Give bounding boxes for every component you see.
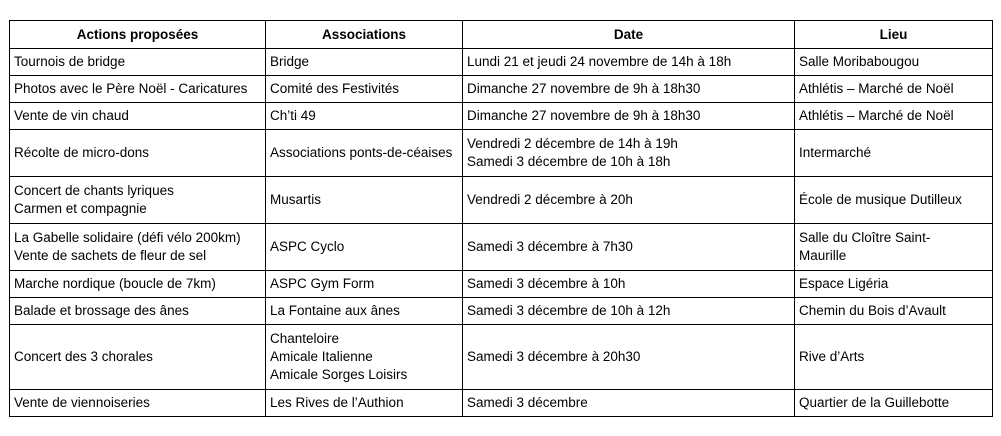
cell-association-text: Amicale Sorges Loisirs [270, 367, 408, 382]
table-row [10, 49, 993, 76]
cell-date-text: Dimanche 27 novembre de 9h à 18h30 [467, 81, 701, 96]
cell-association-text: Comité des Festivités [270, 81, 400, 96]
cell-lieu [795, 130, 993, 177]
cell-action-text: Récolte de micro-dons [14, 145, 150, 160]
cell-action [10, 271, 266, 298]
cell-action-text: Photos avec le Père Noël - Caricatures [14, 81, 248, 96]
cell-lieu-text: Athlétis – Marché de Noël [799, 108, 954, 123]
cell-association [266, 390, 463, 417]
cell-lieu-text: Chemin du Bois d’Avault [799, 303, 946, 318]
cell-date [463, 103, 795, 130]
cell-association-text: Musartis [270, 192, 322, 207]
cell-date [463, 49, 795, 76]
cell-association-text: ASPC Gym Form [270, 276, 375, 291]
cell-lieu [795, 271, 993, 298]
cell-action-text: Marche nordique (boucle de 7km) [14, 276, 216, 291]
cell-lieu [795, 390, 993, 417]
events-table [9, 20, 993, 417]
cell-action [10, 298, 266, 325]
cell-lieu [795, 177, 993, 224]
cell-lieu [795, 325, 993, 390]
cell-association [266, 49, 463, 76]
cell-lieu [795, 76, 993, 103]
cell-action-text: Tournois de bridge [14, 54, 126, 69]
cell-association [266, 271, 463, 298]
cell-lieu-text: Salle du Cloître Saint- [799, 230, 931, 245]
table-row [10, 390, 993, 417]
cell-association [266, 325, 463, 390]
cell-date-text: Samedi 3 décembre à 20h30 [467, 349, 641, 364]
cell-action [10, 130, 266, 177]
cell-date [463, 271, 795, 298]
cell-date-text: Samedi 3 décembre à 10h [467, 276, 626, 291]
cell-action-text: Vente de vin chaud [14, 108, 129, 123]
cell-lieu-text: École de musique Dutilleux [799, 192, 962, 207]
cell-action-text: La Gabelle solidaire (défi vélo 200km) [14, 230, 241, 245]
cell-action [10, 390, 266, 417]
header-associations: Associations [266, 21, 463, 49]
cell-association-text: Ch’ti 49 [270, 108, 316, 123]
cell-date-text: Vendredi 2 décembre à 20h [467, 192, 633, 207]
cell-lieu [795, 298, 993, 325]
cell-date [463, 130, 795, 177]
cell-association-text: Les Rives de l’Authion [270, 395, 404, 410]
cell-lieu-text: Quartier de la Guillebotte [799, 395, 950, 410]
table-row [10, 76, 993, 103]
cell-date [463, 177, 795, 224]
cell-date [463, 76, 795, 103]
cell-date [463, 390, 795, 417]
cell-lieu-text: Intermarché [799, 145, 872, 160]
cell-association [266, 298, 463, 325]
cell-date [463, 325, 795, 390]
cell-action-text: Concert des 3 chorales [14, 349, 153, 364]
cell-date-text: Samedi 3 décembre de 10h à 12h [467, 303, 671, 318]
cell-date [463, 298, 795, 325]
cell-lieu [795, 224, 993, 271]
header-actions: Actions proposées [10, 21, 266, 49]
cell-action [10, 49, 266, 76]
cell-action [10, 224, 266, 271]
cell-lieu-text: Espace Ligéria [799, 276, 889, 291]
cell-association-text: Amicale Italienne [270, 349, 373, 364]
cell-association [266, 177, 463, 224]
cell-action [10, 177, 266, 224]
cell-action [10, 103, 266, 130]
cell-action [10, 325, 266, 390]
header-lieu: Lieu [795, 21, 993, 49]
table-row [10, 130, 993, 177]
table-row [10, 224, 993, 271]
table-row [10, 298, 993, 325]
cell-action-text: Concert de chants lyriques [14, 183, 174, 198]
cell-action-text: Carmen et compagnie [14, 201, 147, 216]
cell-date-text: Lundi 21 et jeudi 24 novembre de 14h à 18h [467, 54, 732, 69]
cell-date [463, 224, 795, 271]
cell-date-text: Samedi 3 décembre [467, 395, 588, 410]
cell-lieu [795, 49, 993, 76]
cell-action-text: Balade et brossage des ânes [14, 303, 189, 318]
cell-association [266, 224, 463, 271]
cell-lieu-text: Athlétis – Marché de Noël [799, 81, 954, 96]
table-body [10, 49, 993, 417]
header-row [10, 21, 993, 49]
cell-association-text: Bridge [270, 54, 310, 69]
cell-association-text: Associations ponts-de-céaises [270, 145, 453, 160]
cell-lieu-text: Salle Moribabougou [799, 54, 920, 69]
cell-date-text: Dimanche 27 novembre de 9h à 18h30 [467, 108, 701, 123]
cell-lieu-text: Rive d’Arts [799, 349, 865, 364]
cell-association-text: Chanteloire [270, 331, 340, 346]
cell-date-text: Samedi 3 décembre à 7h30 [467, 239, 633, 254]
table-row [10, 271, 993, 298]
cell-association-text: ASPC Cyclo [270, 239, 345, 254]
table-row [10, 177, 993, 224]
cell-action [10, 76, 266, 103]
cell-association [266, 76, 463, 103]
cell-lieu-text: Maurille [799, 248, 847, 263]
table-row [10, 103, 993, 130]
cell-action-text: Vente de sachets de fleur de sel [14, 248, 207, 263]
header-date: Date [463, 21, 795, 49]
cell-date-text: Samedi 3 décembre de 10h à 18h [467, 154, 671, 169]
cell-association [266, 103, 463, 130]
cell-lieu [795, 103, 993, 130]
table-row [10, 325, 993, 390]
cell-date-text: Vendredi 2 décembre de 14h à 19h [467, 136, 678, 151]
cell-action-text: Vente de viennoiseries [14, 395, 150, 410]
cell-association-text: La Fontaine aux ânes [270, 303, 400, 318]
cell-association [266, 130, 463, 177]
